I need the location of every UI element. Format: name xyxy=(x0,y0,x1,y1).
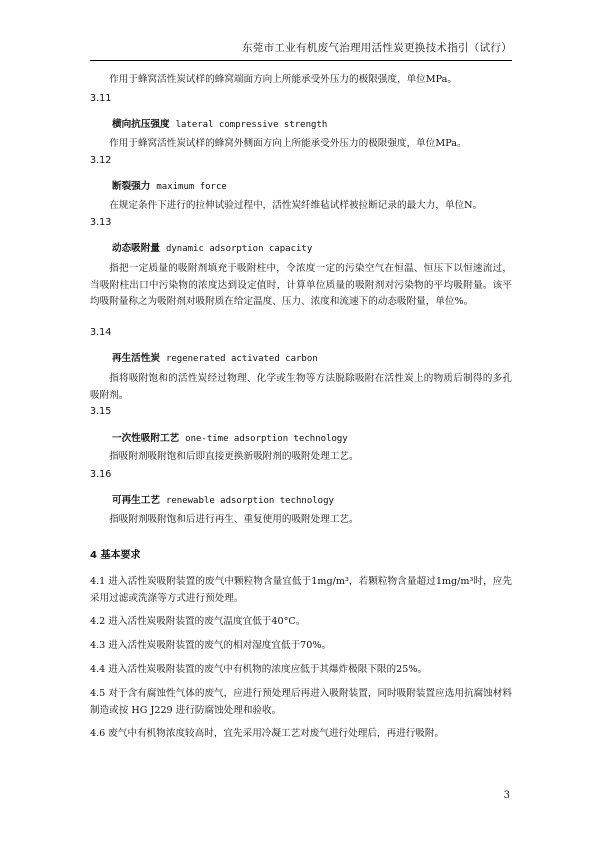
term-english: regenerated activated carbon xyxy=(165,354,318,364)
clause-number-3-15: 3.15 xyxy=(90,406,112,417)
paragraph-3-13: 指把一定质量的吸附剂填充于吸附柱中，令浓度一定的污染空气在恒温、恒压下以恒速流过，当吸附柱出口中污染物的浓度达到设定值时，计算单位质量的吸附剂对污染物的平均吸附量。该平均吸附量称之为吸附剂对吸附质在给定温度、压力、浓度和流速下的动态吸附量，单位%。 xyxy=(90,263,512,307)
paragraph-3-14: 指将吸附饱和的活性炭经过物理、化学或生物等方法脱除吸附在活性炭上的物质后制得的多孔吸附剂。 xyxy=(90,373,512,401)
requirement-4-6: 4.6 废气中有机物浓度较高时，宜先采用冷凝工艺对废气进行处理后，再进行吸附。 xyxy=(90,728,445,739)
requirement-4-2: 4.2 进入活性炭吸附装置的废气温度宜低于40°C。 xyxy=(90,616,306,627)
paragraph-3-16: 指吸附剂吸附饱和后进行再生、重复使用的吸附处理工艺。 xyxy=(109,514,359,525)
requirement-4-5: 4.5 对于含有腐蚀性气体的废气，应进行预处理后再进入吸附装置，同时吸附装置应选用抗腐蚀材料制造或按 HG J229 进行防腐蚀处理和验收。 xyxy=(90,688,512,716)
term-3-15 xyxy=(112,430,348,444)
requirement-4-3: 4.3 进入活性炭吸附装置的废气的相对湿度宜低于70%。 xyxy=(90,640,332,651)
term-3-12 xyxy=(112,178,227,192)
clause-number-3-12: 3.12 xyxy=(90,155,112,166)
clause-number-3-11: 3.11 xyxy=(90,93,112,104)
term-chinese: 横向抗压强度 xyxy=(112,119,170,130)
term-3-14 xyxy=(112,350,318,364)
paragraph-3-11: 作用于蜂窝活性炭试样的蜂窝外侧面方向上所能承受外压力的极限强度，单位MPa。 xyxy=(109,138,467,149)
term-3-13 xyxy=(112,240,312,254)
requirement-4-4: 4.4 进入活性炭吸附装置的废气中有机物的浓度应低于其爆炸极限下限的25%。 xyxy=(90,664,428,675)
running-header: 东莞市工业有机废气治理用活性炭更换技术指引（试行） xyxy=(242,42,512,54)
term-english: dynamic adsorption capacity xyxy=(165,244,313,254)
term-chinese: 断裂强力 xyxy=(112,181,151,192)
term-chinese: 一次性吸附工艺 xyxy=(112,433,180,444)
term-english: maximum force xyxy=(156,182,227,192)
paragraph-3-15: 指吸附剂吸附饱和后即直接更换新吸附剂的吸附处理工艺。 xyxy=(109,451,359,462)
term-3-11 xyxy=(112,116,327,130)
term-english: lateral compressive strength xyxy=(175,120,328,130)
term-chinese: 可再生工艺 xyxy=(112,495,160,506)
clause-number-3-13: 3.13 xyxy=(90,217,112,228)
requirement-4-1: 4.1 进入活性炭吸附装置的废气中颗粒物含量宜低于1mg/m³，若颗粒物含量超过1mg/m³时，应先采用过滤或洗涤等方式进行预处理。 xyxy=(90,576,512,604)
section-heading-4: 4 基本要求 xyxy=(90,550,141,561)
page-number: 3 xyxy=(503,790,510,801)
clause-number-3-16: 3.16 xyxy=(90,469,112,480)
paragraph-3-10-continued: 作用于蜂窝活性炭试样的蜂窝端面方向上所能承受外压力的极限强度，单位MPa。 xyxy=(109,74,457,85)
term-3-16 xyxy=(112,492,334,506)
header-rule xyxy=(90,60,512,61)
clause-number-3-14: 3.14 xyxy=(90,327,112,338)
paragraph-3-12: 在规定条件下进行的拉伸试验过程中，活性炭纤维毡试样被拉断记录的最大力，单位N。 xyxy=(109,200,483,211)
term-english: renewable adsorption technology xyxy=(165,496,334,506)
term-english: one-time adsorption technology xyxy=(185,434,348,444)
term-chinese: 动态吸附量 xyxy=(112,243,160,254)
term-chinese: 再生活性炭 xyxy=(112,353,160,364)
